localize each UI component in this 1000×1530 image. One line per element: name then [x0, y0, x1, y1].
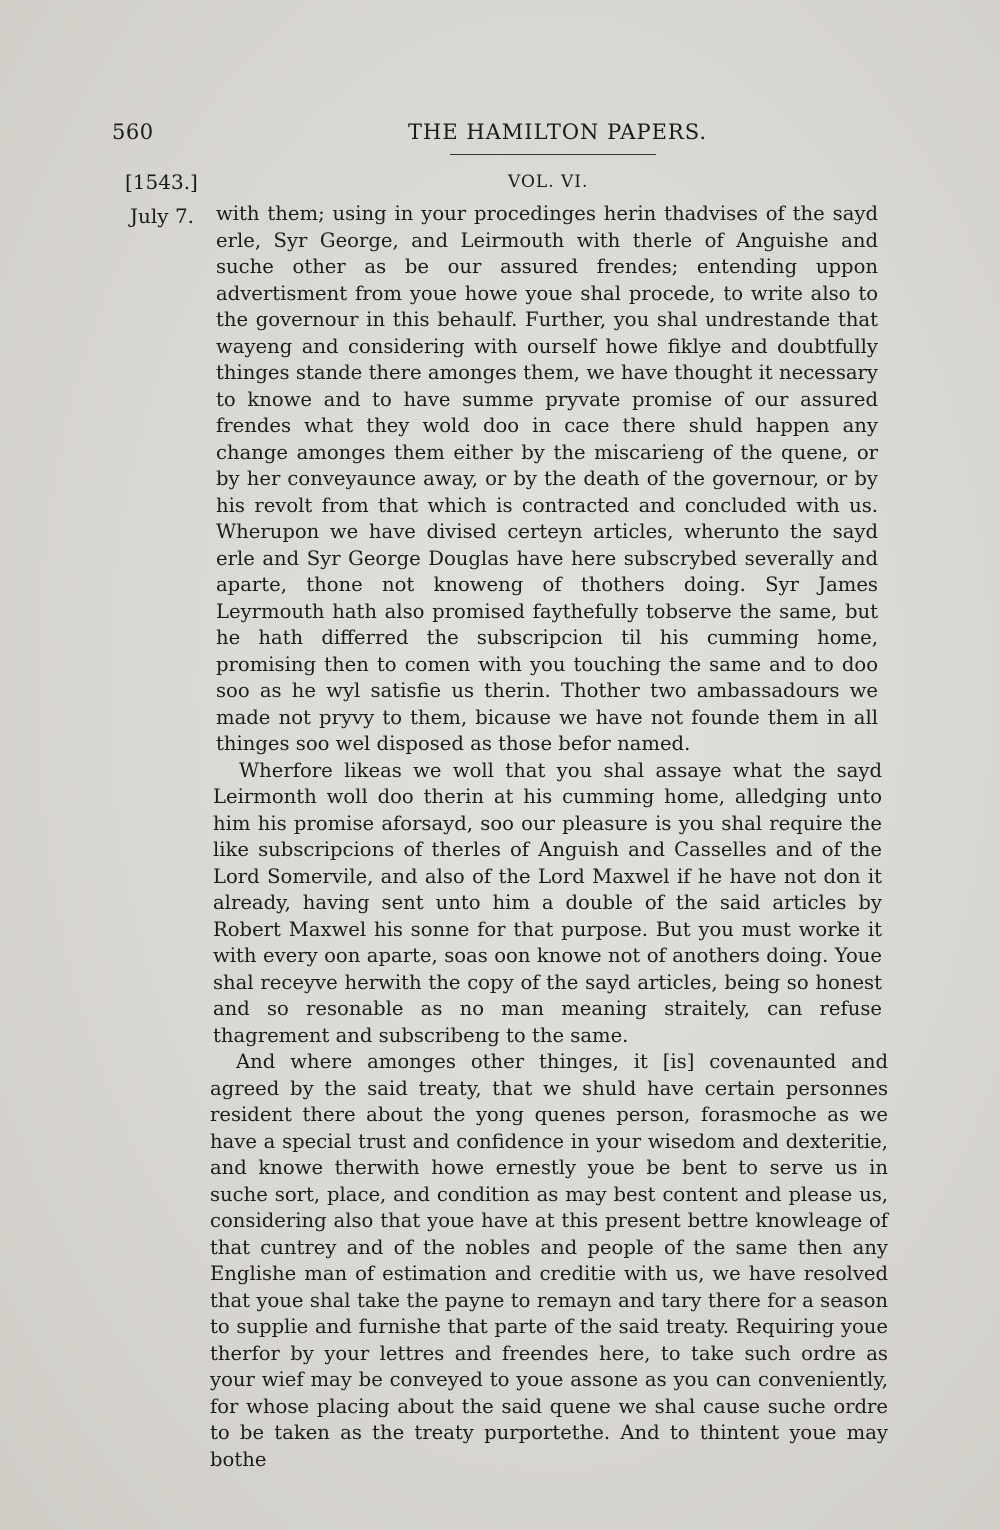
volume-label: VOL. VI. [508, 172, 589, 192]
page-header [0, 112, 1000, 152]
margin-date: July 7. [130, 204, 195, 228]
body-text [210, 201, 888, 1473]
margin-year: [1543.] [125, 170, 198, 194]
paragraph-2: Wherfore likeas we woll that you shal assaye what the sayd Leirmonth woll doo therin at his cumming home, alledging unto him his promise aforsayd, soo our pleasure is you shal require the like subscripcions of therles of Anguish and Casselles and of the Lord Somervile, and also of the Lord Maxwel if he have not don it already, having sent unto him a double of the said articles by Robert Maxwel his sonne for that purpose. But you must worke it with every oon aparte, soas oon knowe not of anothers doing. Youe shal receyve herwith the copy of the sayd articles, being so honest and so resonable as no man meaning straitely, can refuse thagrement and subscribeng to the same. [213, 758, 882, 1047]
paragraph-3: And where amonges other thinges, it [is] covenaunted and agreed by the said treaty, that we shuld have certain personnes resident there about the yong quenes person, forasmoche as we have a special trust and confidence in your wisedom and dexteritie, and knowe therwith howe ernestly youe be bent to serve us in suche sort, place, and condition as may best content and please us, considering also that youe have at this present bettre knowleage of that cuntrey and of the nobles and people of the same then any Englishe man of estimation and creditie with us, we have resolved that youe shal take the payne to remayn and tary there for a season to supplie and furnishe that parte of the said treaty. Requiring youe therfor by your lettres and freendes here, to take such ordre as your wief may be conveyed to youe assone as you can conveniently, for whose placing about the said quene we shal cause suche ordre to be taken as the treaty purportethe. And to thintent youe may bothe [210, 1050, 888, 1471]
paragraph-1: with them; using in your procedinges herin thadvises of the sayd erle, Syr George, and Leirmouth with therle of Anguishe and suche other as be our assured frendes; entending uppon advertisment from youe howe youe shal procede, to write also to the governour in this behaulf. Further, you shal undrestande that wayeng and considering with ourself howe fiklye and doubtfully thinges stande there amonges them, we have thought it necessary to knowe and to have summe pryvate promise of our assured frendes what they wold doo in cace there shuld happen any change amonges them either by the miscarieng of the quene, or by her conveyaunce away, or by the death of the governour, or by his revolt from that which is contracted and concluded with us. Wherupon we have divised certeyn articles, wherunto the sayd erle and Syr George Douglas have here subscrybed severally and aparte, thone not knoweng of thothers doing. Syr James Leyrmouth hath also promised faythefully tobserve the same, but he hath differred the subscripcion til his cumming home, promising then to comen with you touching the same and to doo soo as he wyl satisfie us therin. Thother two ambassadours we made not pryvy to them, bicause we have not founde them in all thinges soo wel disposed as those befor named. [216, 202, 878, 755]
header-rule [450, 154, 656, 155]
running-title: THE HAMILTON PAPERS. [408, 120, 708, 144]
page-number: 560 [112, 120, 154, 144]
